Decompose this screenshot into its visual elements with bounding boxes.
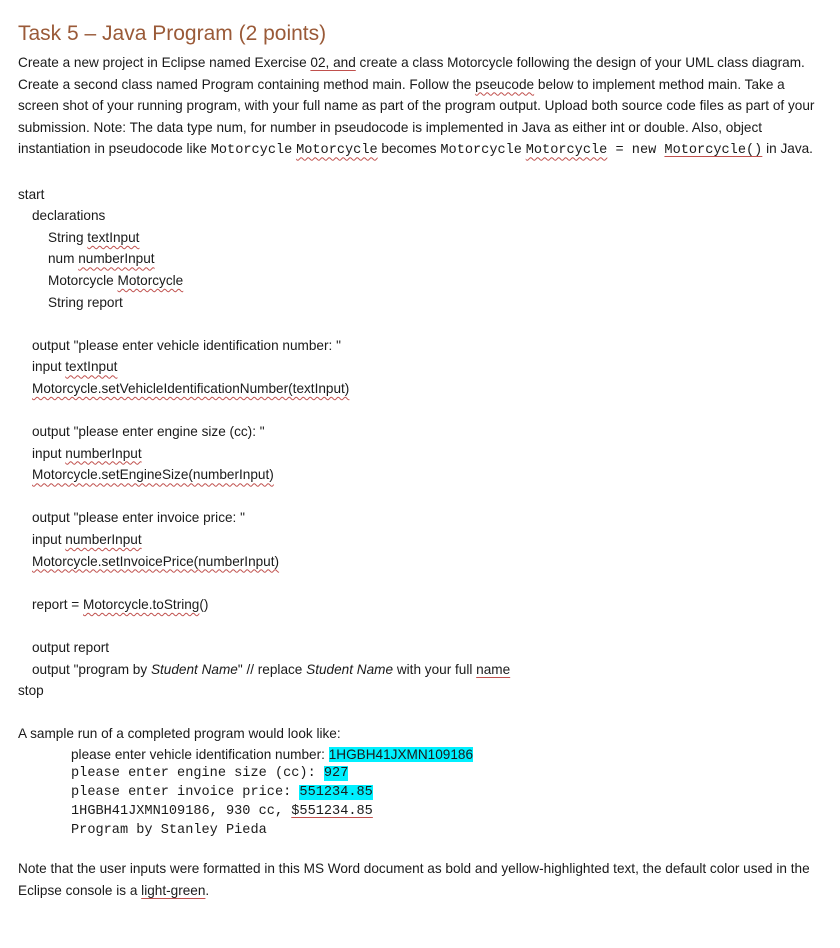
text-run: textInput <box>65 359 118 375</box>
text-run: light-green <box>141 882 206 898</box>
text-run: Note that the user inputs were formatted in this MS Word document as bold and yellow-highlighted text, the default color used in the Eclipse console is a <box>18 861 810 898</box>
text-run: numberInput <box>65 532 142 548</box>
text-run: Motorcycle <box>117 272 184 288</box>
text-run: Motorcycle.setEngineSize(numberInput) <box>32 467 274 483</box>
text-run: input <box>32 359 66 375</box>
sample-line <box>71 802 818 821</box>
pseudocode-block <box>18 184 818 702</box>
user-input: 927 <box>323 766 349 781</box>
pseudo-call <box>18 378 818 400</box>
task-title: Task 5 – Java Program (2 points) <box>18 22 327 45</box>
pseudo-decl <box>18 270 818 292</box>
code-run: Motorcycle <box>296 143 378 159</box>
pseudo-input <box>18 356 818 378</box>
sample-output <box>18 745 818 840</box>
document <box>18 20 818 901</box>
sample-intro: A sample run of a completed program would look like: <box>18 726 341 742</box>
sample-line <box>71 764 818 783</box>
text-run: () <box>199 596 209 612</box>
code-run: = new <box>607 143 665 159</box>
pseudo-decl <box>18 227 818 249</box>
text-run: Motorcycle.setVehicleIdentificationNumber(textInput) <box>32 380 350 396</box>
sample-line <box>71 783 818 802</box>
misspelled-word: pseucode <box>475 76 535 92</box>
text-run: create a class Motorcycle following the design of your UML class diagram. Create a second class named Program containing method main. Follow the <box>18 55 805 92</box>
text-run: Student Name <box>306 661 394 677</box>
pseudo-output: output report <box>32 640 110 656</box>
text-run: Student Name <box>150 661 238 677</box>
code-run: Motorcycle <box>525 143 608 159</box>
code-run: Motorcycle <box>210 143 293 159</box>
pseudo-start: start <box>18 186 45 202</box>
user-input: 551234.85 <box>299 785 373 800</box>
text-run: input <box>32 445 66 461</box>
text-run: please enter engine size (cc): <box>71 766 324 781</box>
text-run: numberInput <box>65 445 142 461</box>
pseudo-call <box>18 464 818 486</box>
text-run: please enter vehicle identification number: <box>71 747 329 762</box>
user-input: 1HGBH41JXMN109186 <box>328 747 474 762</box>
pseudo-output: output "please enter engine size (cc): " <box>32 424 265 440</box>
pseudo-decl <box>18 248 818 270</box>
pseudo-decl: String report <box>48 294 123 310</box>
code-run: Motorcycle() <box>664 143 763 159</box>
instructions-paragraph <box>18 52 818 162</box>
text-run: output "program by <box>32 661 151 677</box>
pseudo-input <box>18 443 818 465</box>
text-run: becomes <box>377 141 441 157</box>
text-run: 1HGBH41JXMN109186, 930 cc, <box>71 804 292 819</box>
pseudo-report <box>18 594 818 616</box>
text-run: 02, and <box>310 55 356 70</box>
text-run: Motorcycle.setInvoicePrice(numberInput) <box>32 553 280 569</box>
text-run: . <box>205 882 210 898</box>
sample-line: Program by Stanley Pieda <box>71 823 267 838</box>
pseudo-output <box>18 659 818 681</box>
text-run: below to implement method main. Take a screen shot of your running program, with your full name as part of the program output. Upload both source code files as part of your submission. Note: The data type num, for number in pseudocode is implemented in Java as either int or double. Also, object instantiation in pseudocode like <box>18 76 815 157</box>
text-run: " // replace <box>237 661 307 677</box>
text-run: Create a new project in Eclipse named Exercise <box>18 55 311 70</box>
text-run: textInput <box>87 229 140 245</box>
code-run: Motorcycle <box>440 143 522 159</box>
text-run: Motorcycle <box>48 272 118 288</box>
pseudo-input <box>18 529 818 551</box>
pseudo-output: output "please enter vehicle identification number: " <box>32 337 341 353</box>
text-run: please enter invoice price: <box>71 785 300 800</box>
pseudo-output: output "please enter invoice price: " <box>32 510 245 526</box>
text-run: name <box>476 661 511 677</box>
text-run: String <box>48 229 88 245</box>
text-run: numberInput <box>78 251 155 267</box>
text-run: report = <box>32 596 84 612</box>
text-run: Motorcycle.toString <box>83 596 200 612</box>
note-paragraph <box>18 858 818 901</box>
text-run: num <box>48 251 79 267</box>
text-run: in Java. <box>762 141 813 157</box>
text-run: with your full <box>393 661 477 677</box>
text-run: $551234.85 <box>291 804 373 819</box>
text-run: input <box>32 532 66 548</box>
pseudo-stop: stop <box>18 683 44 699</box>
pseudo-declarations: declarations <box>32 208 106 224</box>
sample-line <box>71 745 818 764</box>
pseudo-call <box>18 551 818 573</box>
